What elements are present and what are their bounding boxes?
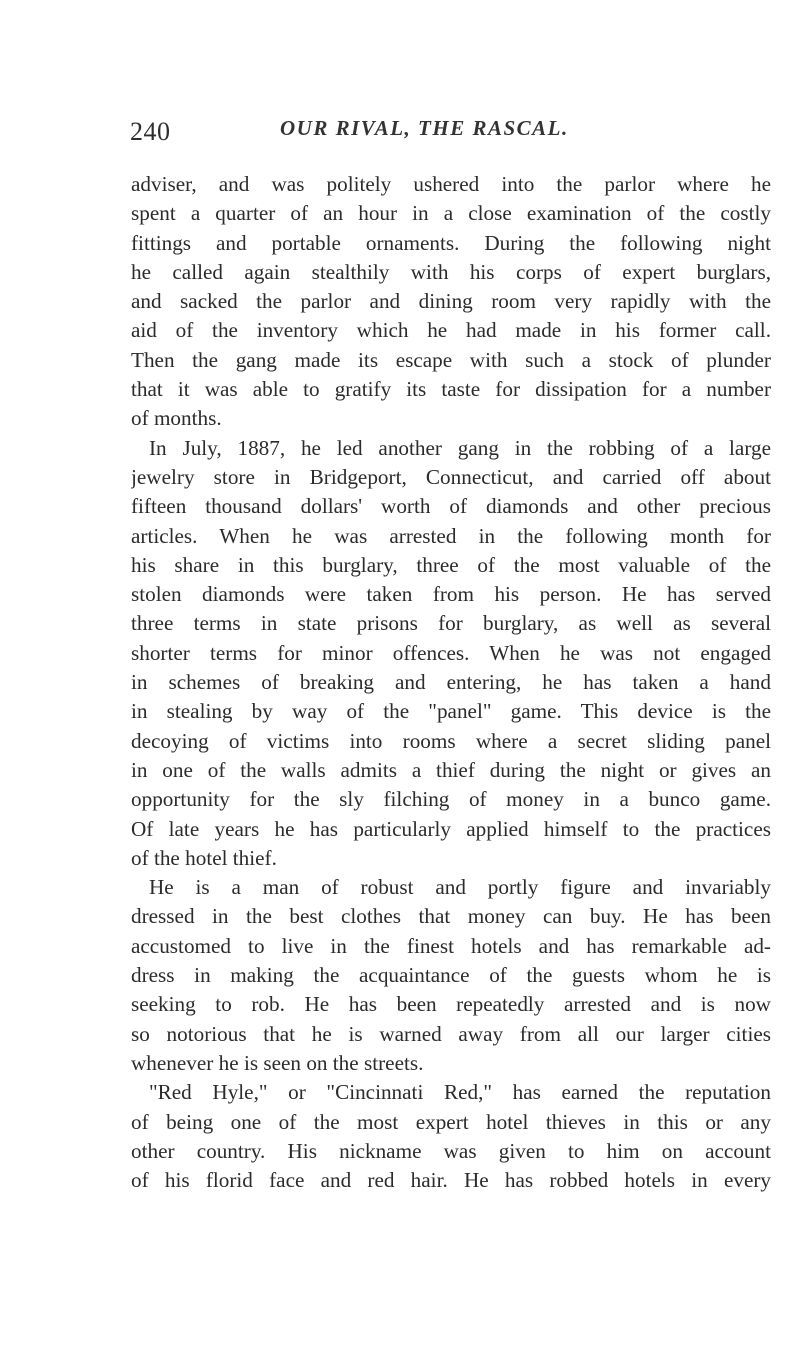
text-line: other country. His nickname was given to him on account: [131, 1138, 771, 1163]
text-line: stolen diamonds were taken from his person. He has served: [131, 582, 771, 607]
text-line: articles. When he was arrested in the following month for: [131, 523, 771, 548]
text-line: in one of the walls admits a thief during the night or gives an: [131, 757, 771, 782]
text-line: three terms in state prisons for burglary, as well as several: [131, 611, 771, 636]
text-line: "Red Hyle," or "Cincinnati Red," has earned the reputation: [149, 1080, 771, 1105]
text-line: aid of the inventory which he had made in his former call.: [131, 318, 771, 343]
text-line: he called again stealthily with his corps of expert burglars,: [131, 259, 771, 284]
page-number: 240: [130, 117, 171, 146]
text-line: of being one of the most expert hotel thieves in this or any: [131, 1109, 771, 1134]
text-line: fittings and portable ornaments. During the following night: [131, 230, 771, 255]
text-line: adviser, and was politely ushered into the parlor where he: [131, 172, 771, 196]
text-line: seeking to rob. He has been repeatedly arrested and is now: [131, 992, 771, 1017]
text-line: that it was able to gratify its taste for dissipation for a number: [131, 377, 771, 402]
text-line: spent a quarter of an hour in a close examination of the costly: [131, 201, 771, 226]
text-line: of his florid face and red hair. He has robbed hotels in every: [131, 1168, 771, 1193]
text-line: his share in this burglary, three of the most valuable of the: [131, 552, 771, 577]
text-line: of months.: [131, 406, 222, 431]
text-line: dress in making the acquaintance of the guests whom he is: [131, 963, 771, 988]
text-line: In July, 1887, he led another gang in the robbing of a large: [149, 435, 771, 460]
text-line: He is a man of robust and portly figure and invariably: [149, 875, 771, 900]
text-line: decoying of victims into rooms where a secret sliding panel: [131, 728, 771, 753]
text-line: fifteen thousand dollars' worth of diamonds and other precious: [131, 494, 771, 519]
text-line: in stealing by way of the "panel" game. This device is the: [131, 699, 771, 724]
text-line: Then the gang made its escape with such a stock of plunder: [131, 347, 771, 372]
text-line: of the hotel thief.: [131, 845, 277, 870]
text-line: and sacked the parlor and dining room very rapidly with the: [131, 289, 771, 314]
text-line: shorter terms for minor offences. When he was not engaged: [131, 640, 771, 665]
text-line: accustomed to live in the finest hotels and has remarkable ad-: [131, 933, 771, 958]
running-head: OUR RIVAL, THE RASCAL.: [280, 116, 569, 140]
text-line: whenever he is seen on the streets.: [131, 1050, 424, 1075]
text-line: so notorious that he is warned away from all our larger cities: [131, 1021, 771, 1046]
body-text: [131, 170, 771, 1195]
text-line: Of late years he has particularly applied himself to the practices: [131, 816, 771, 841]
page-header: [130, 113, 770, 147]
text-line: in schemes of breaking and entering, he has taken a hand: [131, 670, 771, 695]
text-line: jewelry store in Bridgeport, Connecticut, and carried off about: [131, 464, 771, 489]
text-line: dressed in the best clothes that money can buy. He has been: [131, 904, 771, 929]
text-line: opportunity for the sly filching of money in a bunco game.: [131, 787, 771, 812]
